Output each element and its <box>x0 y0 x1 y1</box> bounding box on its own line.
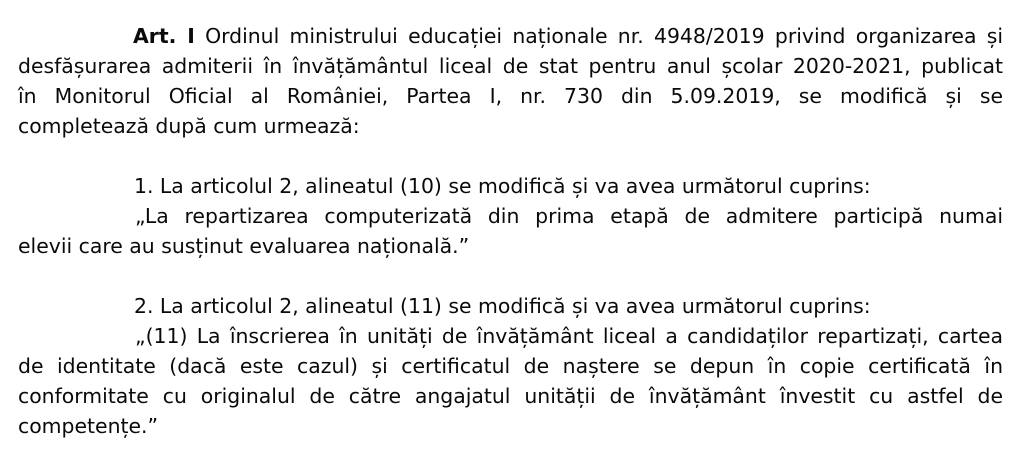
article-line-4: completează după cum urmează: <box>18 114 360 138</box>
amendment-2-quote-line-2: de identitate (dacă este cazul) și certificatul de naștere se depun în copie certificată în <box>18 354 1003 378</box>
amendment-item-2 <box>18 291 1003 441</box>
amendment-1-quote-line-2: elevii care au susținut evaluarea națională.” <box>18 234 470 258</box>
article-line-1 <box>18 21 1003 51</box>
paragraph-gap <box>18 261 1003 291</box>
article-heading: Art. I <box>133 24 195 48</box>
document-body <box>18 21 1003 441</box>
amendment-2-quote-line-4: competențe.” <box>18 414 159 438</box>
article-paragraph <box>18 21 1003 141</box>
amendment-item-1 <box>18 171 1003 261</box>
article-text: Ordinul ministrului educației naționale nr. 4948/2019 privind organizarea și <box>194 24 1003 48</box>
amendment-2-intro: 2. La articolul 2, alineatul (11) se modifică și va avea următorul cuprins: <box>134 294 871 318</box>
paragraph-gap <box>18 141 1003 171</box>
amendment-1-quote-line-1: „La repartizarea computerizată din prima etapă de admitere participă numai <box>135 204 1003 228</box>
amendment-2-quote-line-3: conformitate cu originalul de către angajatul unității de învățământ învestit cu astfel de <box>18 384 1003 408</box>
amendment-1-intro: 1. La articolul 2, alineatul (10) se modifică și va avea următorul cuprins: <box>134 174 871 198</box>
article-line-3: în Monitorul Oficial al României, Partea I, nr. 730 din 5.09.2019, se modifică și se <box>18 84 1003 108</box>
article-line-2: desfășurarea admiterii în învățământul liceal de stat pentru anul școlar 2020-2021, publicat <box>18 54 1003 78</box>
amendment-2-quote-line-1: „(11) La înscrierea în unități de învățământ liceal a candidaților repartizați, cartea <box>135 324 1003 348</box>
